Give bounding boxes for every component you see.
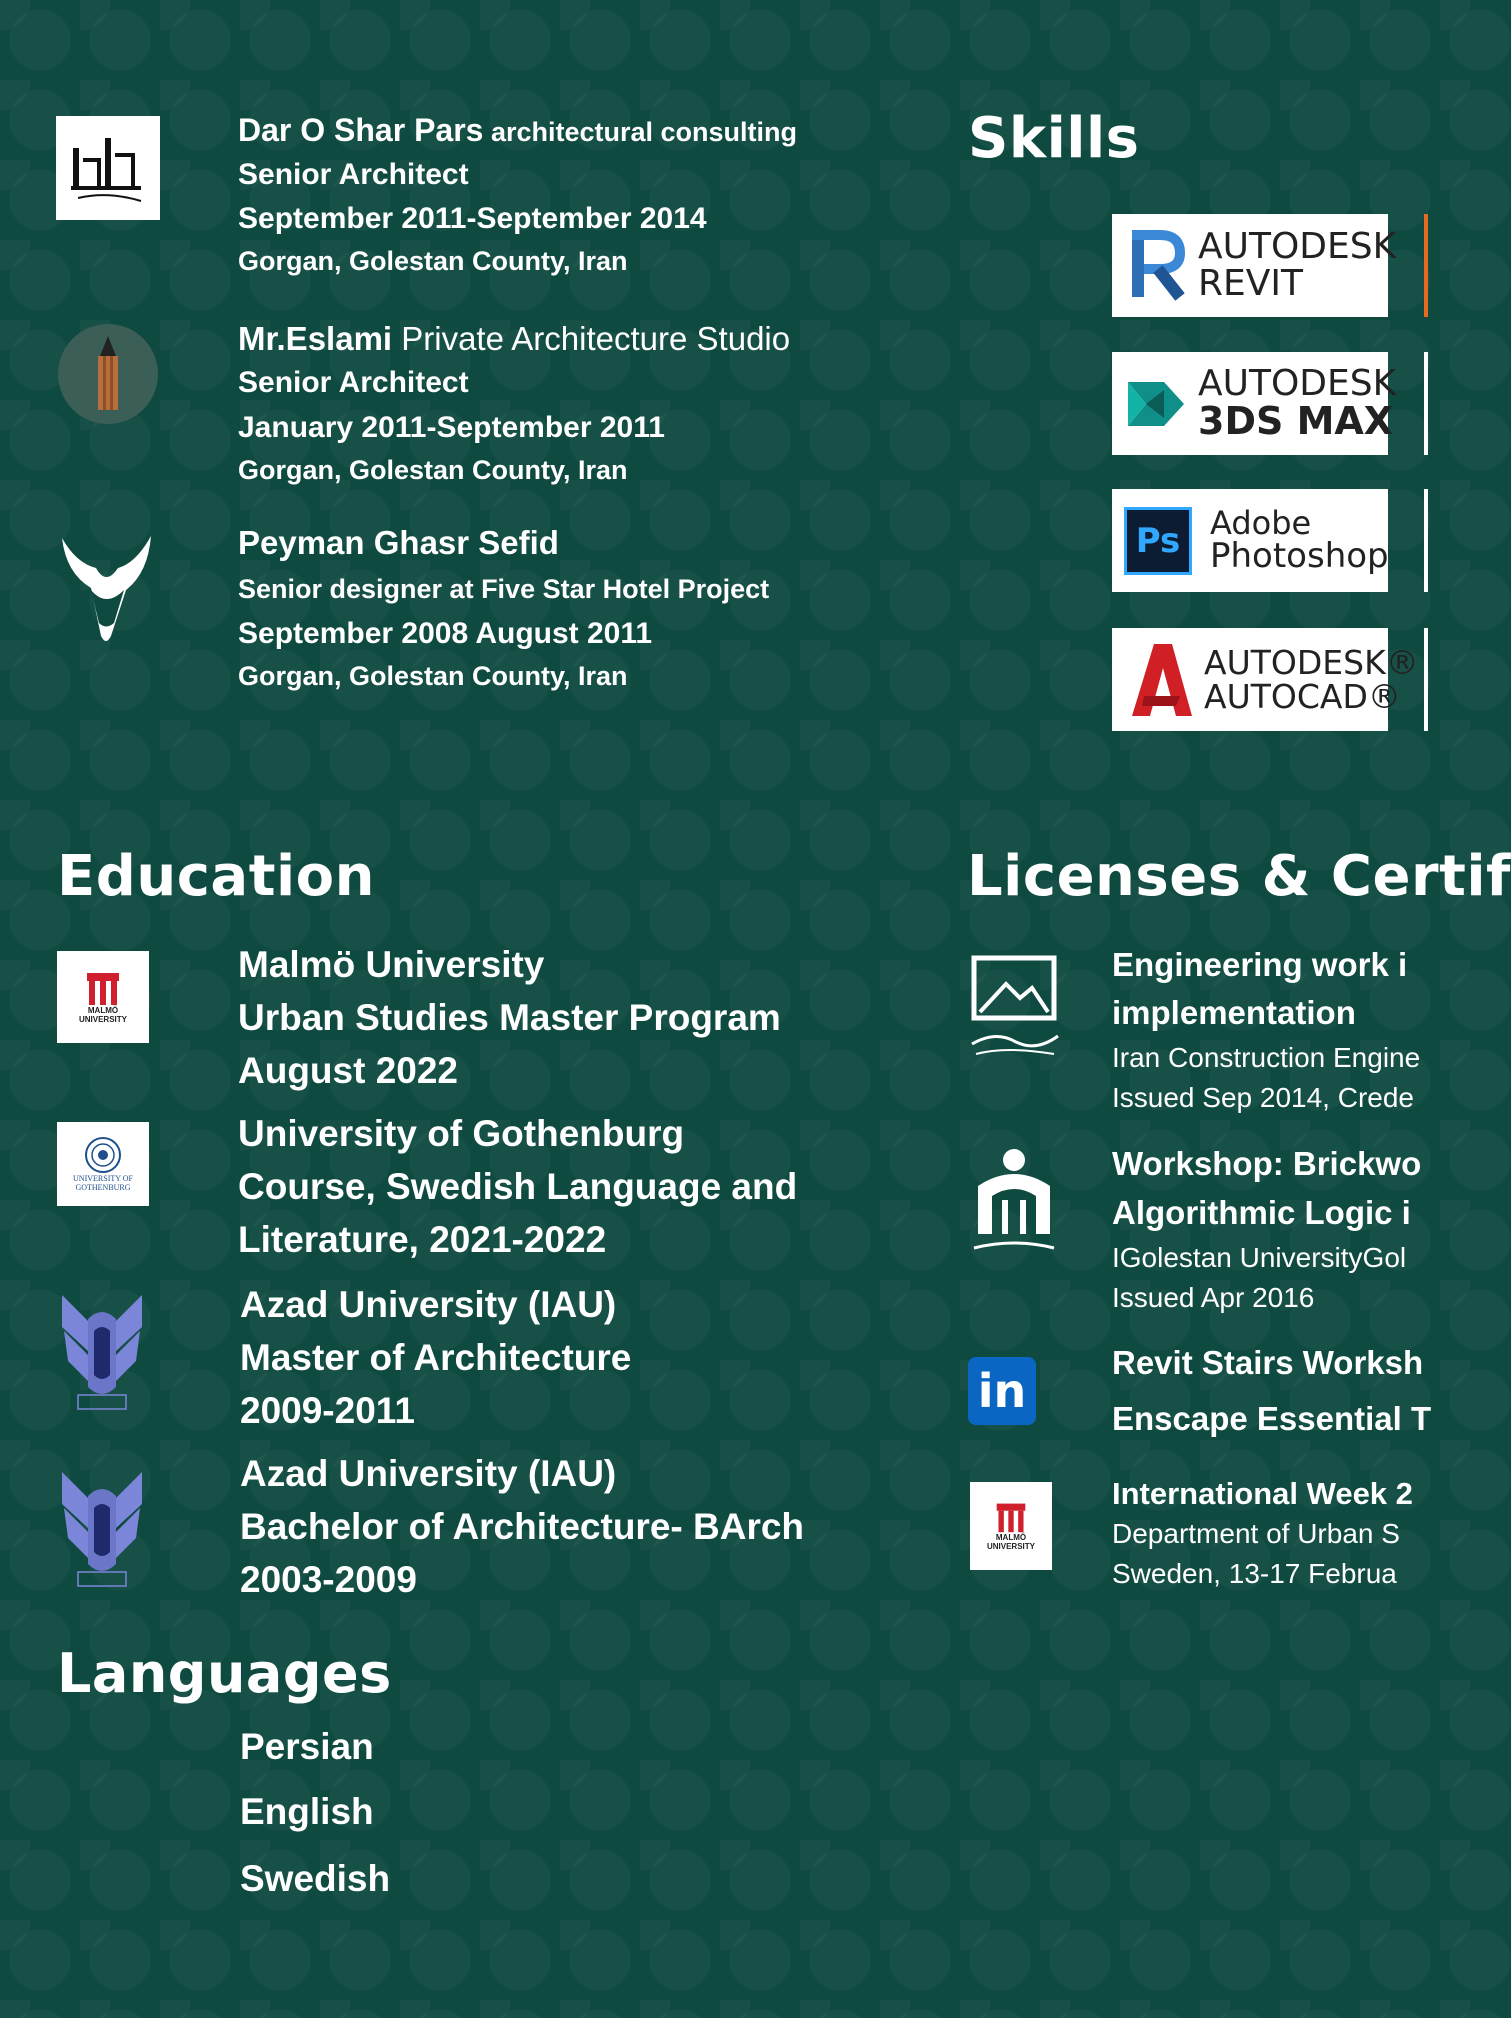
skill-tile-autocad (1112, 628, 1419, 731)
languages-title: Languages (57, 1642, 392, 1705)
linkedin-icon: in (977, 1364, 1027, 1418)
iau-emblem-icon (58, 1291, 146, 1417)
dar-o-shar-pars-logo (56, 116, 160, 220)
building-logo-icon (63, 123, 153, 213)
edu3-line1: Azad University (IAU) (240, 1284, 617, 1325)
lic3-title2: Enscape Essential T (1112, 1400, 1432, 1437)
skill-autocad-line2: AUTOCAD® (1204, 676, 1401, 716)
iau-logo (58, 1291, 146, 1417)
exp3-dates: September 2008 August 2011 (238, 617, 653, 650)
construction-org-icon (966, 954, 1062, 1064)
language-item: Swedish (240, 1858, 391, 1899)
skill-autocad-line1: AUTODESK® (1204, 642, 1419, 682)
exp1-location: Gorgan, Golestan County, Iran (238, 246, 628, 276)
exp3-location: Gorgan, Golestan County, Iran (238, 661, 628, 691)
exp1-role: Senior Architect (238, 158, 469, 191)
education-title: Education (57, 844, 375, 909)
pencil-icon (78, 334, 138, 414)
edu3-line2: Master of Architecture (240, 1337, 632, 1378)
gothenburg-university-logo (57, 1122, 149, 1206)
peyman-ghasr-sefid-logo (56, 528, 156, 652)
skill-3dsmax-line2: 3DS MAX (1198, 399, 1394, 444)
edu4-line3: 2003-2009 (240, 1559, 417, 1600)
skills-title: Skills (968, 106, 1140, 171)
exp1-company: Dar O Shar Pars architectural consulting (238, 112, 798, 148)
edu1-line3: August 2022 (238, 1050, 459, 1091)
skill-tile-photoshop (1112, 489, 1388, 592)
edu1-line1: Malmö University (238, 944, 545, 985)
skill-tile-edge (1424, 489, 1428, 592)
malmo-university-logo (970, 1482, 1052, 1570)
exp2-company: Mr.Eslami Private Architecture Studio (238, 320, 791, 357)
malmo-emblem-icon (83, 969, 123, 1007)
eslami-studio-logo (58, 324, 158, 424)
lic4-line2: Sweden, 13-17 Februa (1112, 1558, 1397, 1589)
linkedin-logo (968, 1357, 1036, 1425)
construction-engineering-logo (966, 954, 1062, 1064)
edu3-line3: 2009-2011 (240, 1390, 415, 1431)
exp3-role: Senior designer at Five Star Hotel Project (238, 574, 770, 604)
exp1-dates: September 2011-September 2014 (238, 202, 707, 235)
golestan-university-logo (966, 1146, 1062, 1262)
autocad-icon (1124, 645, 1194, 715)
lic4-title1: International Week 2 (1112, 1476, 1413, 1511)
skill-tile-edge (1424, 352, 1428, 455)
lic1-line1: Iran Construction Engine (1112, 1042, 1421, 1073)
edu2-line1: University of Gothenburg (238, 1113, 685, 1154)
skill-tile-edge (1424, 628, 1428, 731)
malmo-logo-text: MALMÖ UNIVERSITY (78, 1006, 127, 1024)
iau-emblem-icon (58, 1468, 146, 1594)
skill-tile-revit (1112, 214, 1397, 317)
lic3-title1: Revit Stairs Worksh (1112, 1344, 1424, 1381)
exp2-role: Senior Architect (238, 366, 469, 399)
edu4-line1: Azad University (IAU) (240, 1453, 617, 1494)
edu2-line3: Literature, 2021-2022 (238, 1219, 607, 1260)
malmo-logo-text: MALMÖ UNIVERSITY (986, 1533, 1035, 1551)
revit-icon (1124, 231, 1188, 301)
lic2-title1: Workshop: Brickwo (1112, 1145, 1422, 1182)
lic1-line2: Issued Sep 2014, Crede (1112, 1082, 1414, 1113)
deer-head-icon (56, 528, 156, 652)
gothenburg-seal-icon (83, 1135, 123, 1175)
edu4-line2: Bachelor of Architecture- BArch (240, 1506, 805, 1547)
exp2-location: Gorgan, Golestan County, Iran (238, 455, 628, 485)
lic2-line2: Issued Apr 2016 (1112, 1282, 1315, 1313)
exp3-company: Peyman Ghasr Sefid (238, 524, 559, 561)
exp2-dates: January 2011-September 2011 (238, 411, 665, 444)
malmo-university-logo (57, 951, 149, 1043)
language-item: English (240, 1791, 374, 1832)
licenses-title: Licenses & Certif (967, 844, 1511, 909)
photoshop-icon: Ps (1124, 506, 1192, 576)
lic1-title1: Engineering work i (1112, 946, 1408, 983)
skill-revit-line2: REVIT (1198, 262, 1303, 304)
language-item: Persian (240, 1726, 374, 1767)
skill-tile-3dsmax (1112, 352, 1397, 455)
edu2-line2: Course, Swedish Language and (238, 1166, 798, 1207)
skill-revit-line1: AUTODESK (1198, 225, 1397, 267)
3dsmax-icon (1124, 369, 1188, 439)
lic2-title2: Algorithmic Logic i (1112, 1194, 1411, 1231)
lic4-line1: Department of Urban S (1112, 1518, 1400, 1549)
skill-photoshop-line1: Adobe (1210, 503, 1312, 542)
golestan-emblem-icon (966, 1146, 1062, 1262)
gothenburg-logo-text: UNIVERSITY OF GOTHENBURG (73, 1174, 133, 1192)
skill-3dsmax-line1: AUTODESK (1198, 362, 1397, 404)
lic2-line1: IGolestan UniversityGol (1112, 1242, 1407, 1273)
malmo-emblem-icon (993, 1500, 1029, 1534)
skill-tile-edge (1424, 214, 1428, 317)
edu1-line2: Urban Studies Master Program (238, 997, 781, 1038)
iau-logo (58, 1468, 146, 1594)
lic1-title2: implementation (1112, 994, 1356, 1031)
skill-photoshop-line2: Photoshop (1210, 536, 1389, 577)
